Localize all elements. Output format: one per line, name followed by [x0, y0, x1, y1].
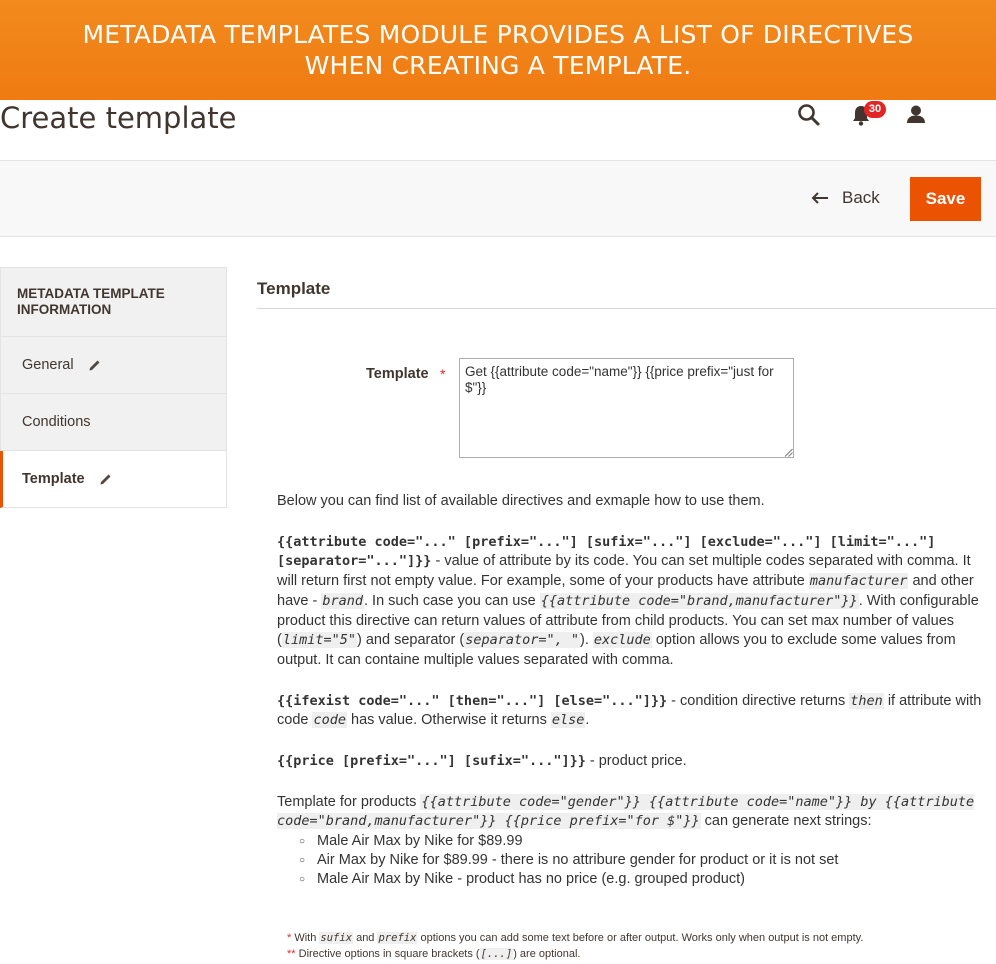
- help-example: [277, 793, 982, 889]
- ifexist-directive-syntax: {{ifexist code="..." [then="..."] [else="..."]}}: [277, 692, 668, 709]
- code-snippet: sufix: [320, 932, 353, 944]
- footnote-text: ) are optional.: [513, 948, 581, 960]
- banner-line-2: WHEN CREATING A TEMPLATE.: [304, 51, 692, 80]
- banner-line-1: METADATA TEMPLATES MODULE PROVIDES A LIST OF DIRECTIVES: [82, 20, 914, 49]
- footnote-text: options you can add some text before or after output. Works only when output is not empty.: [417, 932, 864, 944]
- footnote-text: With: [291, 932, 320, 944]
- sidebar-item-label: Template: [22, 471, 85, 487]
- list-item: ○ Male Air Max by Nike - product has no price (e.g. grouped product): [299, 870, 982, 889]
- search-icon[interactable]: [796, 102, 822, 128]
- header-actions: [790, 100, 990, 130]
- help-attribute-directive: [277, 533, 982, 671]
- help-text: if attribute with code: [277, 692, 982, 729]
- pencil-icon: [88, 358, 102, 372]
- help-text: ).: [580, 632, 593, 649]
- help-text: - product price.: [585, 753, 687, 770]
- help-ifexist-directive: [277, 692, 982, 731]
- code-snippet: [...]: [480, 948, 513, 960]
- code-snippet: then: [850, 692, 883, 709]
- help-text: .: [585, 712, 590, 729]
- sidebar-item-label: General: [22, 357, 74, 373]
- help-text: - value of attribute by its code. You can set multiple codes separated with comma. It will return first not empty value. For example, some of your products have attribute: [277, 553, 971, 590]
- template-field-label: Template: [366, 366, 429, 382]
- code-snippet: prefix: [378, 932, 417, 944]
- directives-help: [277, 492, 982, 889]
- example-output-list: [277, 832, 982, 889]
- list-item: ○ Air Max by Nike for $89.99 - there is no attribure gender for product or it is not set: [299, 851, 982, 870]
- help-text: Template for products: [277, 793, 421, 810]
- page-title: Create template: [0, 101, 237, 135]
- banner-text: [68, 19, 928, 81]
- footnote-1: [287, 930, 863, 946]
- help-text: ) and separator (: [357, 632, 465, 649]
- help-text: - condition directive returns: [667, 692, 850, 709]
- help-text: can generate next strings:: [700, 813, 872, 830]
- footnotes: [287, 930, 863, 962]
- back-button-label: Back: [842, 188, 880, 207]
- notifications-count-badge[interactable]: 30: [864, 101, 886, 118]
- required-marker: *: [440, 366, 446, 382]
- code-snippet: {{attribute code="brand,manufacturer"}}: [540, 592, 858, 609]
- code-snippet: brand: [322, 592, 363, 609]
- code-snippet: separator=", ": [465, 632, 579, 649]
- pencil-icon: [99, 472, 113, 486]
- help-text: and other have -: [277, 573, 974, 609]
- sidebar-item-label: Conditions: [22, 414, 91, 430]
- list-item: ○ Male Air Max by Nike for $89.99: [299, 832, 982, 851]
- save-button[interactable]: Save: [910, 177, 981, 221]
- section-divider: [257, 308, 996, 309]
- help-price-directive: [277, 752, 982, 772]
- price-directive-syntax: {{price [prefix="..."] [sufix="..."]}}: [277, 753, 586, 770]
- example-template-code: {{attribute code="gender"}} {{attribute code="name"}} by {{attribute code="brand,manufacturer"}} {{price prefix="for $"}}: [277, 793, 975, 830]
- code-snippet: exclude: [593, 632, 651, 649]
- arrow-left-icon: [810, 190, 830, 206]
- promo-banner: [0, 0, 996, 100]
- help-text: has value. Otherwise it returns: [347, 712, 551, 729]
- footnote-marker: *: [287, 932, 292, 944]
- section-title: Template: [257, 279, 331, 298]
- help-text: option allows you to exclude some values from output. It can containe multiple values separated with comma.: [277, 632, 956, 668]
- back-button[interactable]: [810, 176, 880, 220]
- footnote-2: [287, 946, 863, 962]
- code-snippet: code: [313, 712, 346, 729]
- help-text: . In such case you can use: [363, 592, 540, 609]
- sidebar-item-template[interactable]: [0, 451, 227, 508]
- user-icon[interactable]: [903, 102, 929, 128]
- help-text: . With configurable product this directive can return values of attribute from child products. You can set max number of values (: [277, 592, 979, 649]
- resize-grip-icon[interactable]: [784, 448, 793, 457]
- help-intro: Below you can find list of available directives and exmaple how to use them.: [277, 493, 765, 509]
- attribute-directive-syntax: {{attribute code="..." [prefix="..."] [sufix="..."] [exclude="..."] [limit="..."] [separator="..."]}}: [277, 533, 936, 570]
- footnote-marker: **: [287, 948, 296, 960]
- sidebar-title: METADATA TEMPLATE INFORMATION: [0, 267, 227, 337]
- sidebar: [0, 267, 227, 508]
- code-snippet: else: [551, 712, 585, 729]
- code-snippet: manufacturer: [809, 573, 908, 590]
- sidebar-item-conditions[interactable]: [0, 394, 227, 451]
- sidebar-item-general[interactable]: [0, 337, 227, 394]
- code-snippet: limit="5": [282, 632, 356, 649]
- footnote-text: and: [353, 932, 378, 944]
- footnote-text: Directive options in square brackets (: [295, 948, 480, 960]
- template-textarea[interactable]: [459, 358, 794, 458]
